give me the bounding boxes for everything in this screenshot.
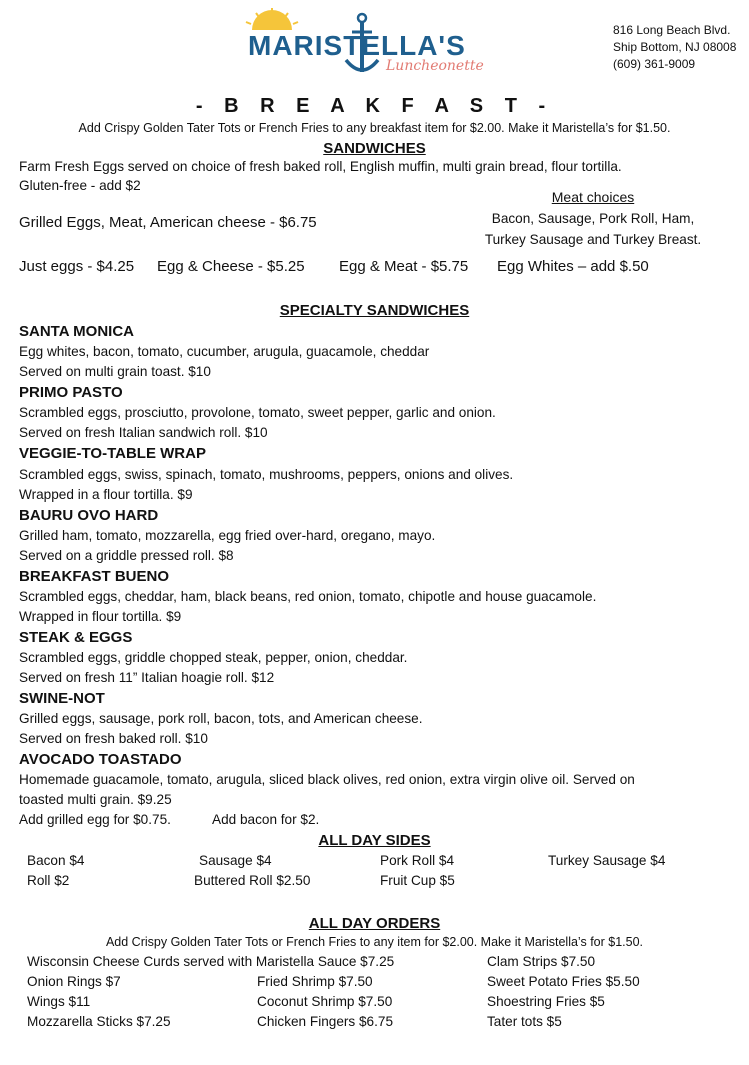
gluten-free-note: Gluten-free - add $2 [19, 178, 141, 193]
item-price-line: Served on multi grain toast. $10 [19, 364, 211, 379]
side-item: Fruit Cup $5 [380, 873, 455, 888]
item-primo-pasto: PRIMO PASTO [19, 384, 123, 401]
sandwiches-title: SANDWICHES [323, 140, 426, 157]
item-bauru-ovo-hard: BAURU OVO HARD [19, 507, 159, 524]
side-item: Pork Roll $4 [380, 853, 455, 868]
side-item: Sausage $4 [199, 853, 272, 868]
order-item: Tater tots $5 [487, 1014, 562, 1029]
meat-choices-title: Meat choices [551, 189, 635, 205]
item-swine-not: SWINE-NOT [19, 690, 105, 707]
side-item: Roll $2 [27, 873, 70, 888]
item-description: Grilled ham, tomato, mozzarella, egg fried over-hard, oregano, mayo. [19, 528, 436, 543]
item-description: Scrambled eggs, prosciutto, provolone, tomato, sweet pepper, garlic and onion. [19, 405, 496, 420]
order-item: Chicken Fingers $6.75 [257, 1014, 394, 1029]
item-price-line: Wrapped in flour tortilla. $9 [19, 609, 182, 624]
item-description: Scrambled eggs, swiss, spinach, tomato, mushrooms, peppers, onions and olives. [19, 467, 514, 482]
order-item: Coconut Shrimp $7.50 [257, 994, 393, 1009]
item-description: Scrambled eggs, cheddar, ham, black beans, red onion, tomato, chipotle and house guacamole. [19, 589, 597, 604]
order-item: Mozzarella Sticks $7.25 [27, 1014, 171, 1029]
item-price-line: toasted multi grain. $9.25 [19, 792, 172, 807]
option-egg-whites: Egg Whites – add $.50 [497, 258, 649, 275]
side-item: Turkey Sausage $4 [548, 853, 666, 868]
item-price-line: Wrapped in a flour tortilla. $9 [19, 487, 193, 502]
add-bacon-note: Add bacon for $2. [212, 812, 320, 827]
sides-title: ALL DAY SIDES [318, 832, 431, 849]
order-item: Onion Rings $7 [27, 974, 121, 989]
order-item: Shoestring Fries $5 [487, 994, 605, 1009]
item-price-line: Served on fresh baked roll. $10 [19, 731, 208, 746]
meat-choices [470, 187, 716, 250]
logo-text: MARISTELLA'S [248, 30, 466, 61]
order-item: Fried Shrimp $7.50 [257, 974, 373, 989]
item-description: Scrambled eggs, griddle chopped steak, pepper, onion, cheddar. [19, 650, 408, 665]
item-steak-eggs: STEAK & EGGS [19, 629, 133, 646]
phone-number: (609) 361-9009 [613, 57, 696, 71]
order-item: Clam Strips $7.50 [487, 954, 596, 969]
add-egg-note: Add grilled egg for $0.75. [19, 812, 171, 827]
sun-icon [242, 8, 302, 32]
item-avocado-toastado: AVOCADO TOASTADO [19, 751, 182, 768]
address-line-1: 816 Long Beach Blvd. [613, 23, 731, 37]
address-block [613, 22, 736, 73]
sandwiches-desc: Farm Fresh Eggs served on choice of fresh baked roll, English muffin, multi grain bread, flour tortilla. [19, 159, 622, 174]
item-description: Grilled eggs, sausage, pork roll, bacon, tots, and American cheese. [19, 711, 423, 726]
option-egg-meat: Egg & Meat - $5.75 [339, 258, 469, 275]
item-price-line: Served on fresh Italian sandwich roll. $10 [19, 425, 268, 440]
order-item: Wisconsin Cheese Curds served with Maristella Sauce $7.25 [27, 954, 395, 969]
item-santa-monica: SANTA MONICA [19, 323, 134, 340]
breakfast-title: - B R E A K F A S T - [195, 95, 554, 117]
specialty-title: SPECIALTY SANDWICHES [279, 302, 470, 319]
logo-subtitle: Luncheonette [386, 58, 484, 74]
item-breakfast-bueno: BREAKFAST BUENO [19, 568, 170, 585]
side-item: Bacon $4 [27, 853, 85, 868]
meat-choices-line-2: Turkey Sausage and Turkey Breast. [484, 232, 702, 247]
order-item: Wings $11 [27, 994, 91, 1009]
item-description: Egg whites, bacon, tomato, cucumber, arugula, guacamole, cheddar [19, 344, 430, 359]
option-just-eggs: Just eggs - $4.25 [19, 258, 135, 275]
grilled-eggs-item: Grilled Eggs, Meat, American cheese - $6.75 [19, 214, 317, 231]
item-price-line: Served on fresh 11” Italian hoagie roll. $12 [19, 670, 275, 685]
order-item: Sweet Potato Fries $5.50 [487, 974, 640, 989]
orders-title: ALL DAY ORDERS [308, 915, 441, 932]
restaurant-logo [240, 8, 500, 78]
orders-note: Add Crispy Golden Tater Tots or French Fries to any item for $2.00. Make it Maristella’s for $1.50. [105, 935, 644, 949]
item-veggie-wrap: VEGGIE-TO-TABLE WRAP [19, 445, 206, 462]
breakfast-note: Add Crispy Golden Tater Tots or French Fries to any breakfast item for $2.00. Make it Maristella’s for $1.50. [78, 121, 671, 135]
item-price-line: Served on a griddle pressed roll. $8 [19, 548, 234, 563]
meat-choices-line-1: Bacon, Sausage, Pork Roll, Ham, [491, 211, 695, 226]
address-line-2: Ship Bottom, NJ 08008 [613, 40, 737, 54]
item-description: Homemade guacamole, tomato, arugula, sliced black olives, red onion, extra virgin olive oil. Served on [19, 772, 635, 787]
option-egg-cheese: Egg & Cheese - $5.25 [157, 258, 305, 275]
side-item: Buttered Roll $2.50 [194, 873, 311, 888]
